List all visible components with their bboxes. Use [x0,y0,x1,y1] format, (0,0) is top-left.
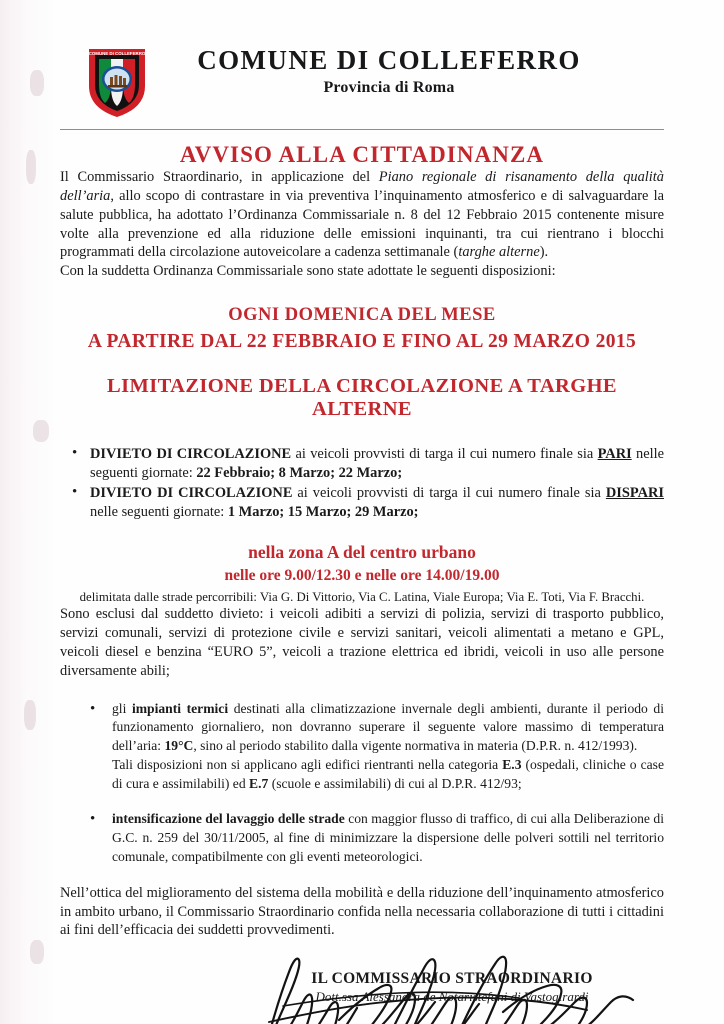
heating-text-b: destinati alla climatizzazione invernale degli ambienti, durante il periodo di funzionamento giornaliero, non dovranno superare il seguente valore massimo di temperatura dell’aria: [112,700,664,754]
headline-line-3: LIMITAZIONE DELLA CIRCOLAZIONE A TARGHE ALTERNE [107,375,617,421]
rule-lead-pari: DIVIETO DI CIRCOLAZIONE [90,446,292,463]
measures-list [60,700,664,867]
heating-exception-a: Tali disposizioni non si applicano agli edifici rientranti nella categoria [112,756,503,772]
signature-block [60,970,664,1024]
zone-block [60,542,664,605]
intro-text-c: ). [539,244,549,261]
signatory-role: IL COMMISSARIO STRAORDINARIO [311,970,593,988]
rule-parity-dispari: DISPARI [605,485,664,502]
measure-item-street-washing [86,810,664,866]
notice-banner: AVVISO ALLA CITTADINANZA [179,142,545,167]
heating-temperature: 19°C [164,738,194,754]
rule-mid-dispari: ai veicoli provvisti di targa il cui numero finale sia [292,485,606,502]
svg-text:COMUNE DI COLLEFERRO: COMUNE DI COLLEFERRO [88,51,146,56]
document-header [60,0,664,118]
rule-tail-label-pari: nelle seguenti giornate: [90,446,664,482]
rule-parity-pari: PARI [597,446,632,463]
exclusions-paragraph: Sono esclusi dal suddetto divieto: i veicoli adibiti a servizi di polizia, servizi di trasporto pubblico, servizi comunali, servizi di protezione civile e servizi sanitari, veicoli alimentati a metano e GPL, veicoli diesel e benzina “EURO 5”, veicoli a trazione elettrica ed ibridi, veicoli in uso alle persone diversamente abili; [60,606,664,679]
rule-dates-dispari: 1 Marzo; 15 Marzo; 29 Marzo; [227,504,419,521]
headline-line-2: A PARTIRE DAL 22 FEBBRAIO E FINO AL 29 MARZO 2015 [87,331,637,353]
zone-streets: delimitata dalle strade percorribili: Via G. Di Vittorio, Via C. Latina, Viale Europa; Via E. Toti, Via F. Bracchi. [79,590,645,605]
intro-emphasis-plan: Piano regionale di risanamento della qualità dell’aria [60,169,664,204]
intro-text-a: Il Commissario Straordinario, in applicazione del [60,169,379,185]
heating-category-e7: E.7 [249,775,269,791]
page-subtitle: Provincia di Roma [323,79,455,97]
washing-term: intensificazione del lavaggio delle strade [112,811,345,827]
intro-paragraph [60,168,664,262]
headline-block [60,305,664,421]
heating-term: impianti termici [131,700,229,716]
signatory-name: Dott.ssa Alessandra de Notaristefani di Vastogirardi [315,989,589,1005]
page-title: COMUNE DI COLLEFERRO [197,45,581,75]
heating-exception [112,756,664,794]
heating-text-c: , sino al periodo stabilito dalla vigente normativa in materia (D.P.R. n. 412/1993). [193,738,638,754]
header-divider [60,129,664,130]
heating-exception-c: (scuole e assimilabili) di cui al D.P.R. 412/93; [268,775,522,791]
heating-text-a: gli [112,700,132,716]
measure-item-heating [86,700,664,794]
rule-lead-dispari: DIVIETO DI CIRCOLAZIONE [90,485,293,502]
signature-text [60,970,664,1005]
intro-text-b: , allo scopo di contrastare in via preventiva l’inquinamento atmosferico e di salvaguardare la salute pubblica, ha adottato l’Ordinanza Commissariale n. 8 del 12 Febbraio 2015 contenente misure volte alla prevenzione ed alla riduzione delle emissioni inquinanti, tra cui rientrano i blocchi programmati della circolazione autoveicolare a cadenza settimanale ( [60,187,664,261]
circulation-rules-list [60,445,664,522]
heating-category-e3: E.3 [502,756,522,772]
header-titles [60,46,664,97]
heating-exception-b: (ospedali, cliniche o case di cura e assimilabili) ed [112,756,664,791]
rule-item-dispari [68,484,664,522]
zone-hours: nelle ore 9.00/12.30 e nelle ore 14.00/19.00 [224,567,500,585]
closing-paragraph: Nell’ottica del miglioramento del sistema della mobilità e della riduzione dell’inquinamento atmosferico in ambito urbano, il Commissario Straordinario confida nella necessaria collaborazione di tutti i cittadini ai fini dell’efficacia dei suddetti provvedimenti. [60,884,664,939]
rule-tail-label-dispari: nelle seguenti giornate: [90,504,228,521]
rule-mid-pari: ai veicoli provvisti di targa il cui numero finale sia [291,446,598,463]
intro-emphasis-targhe: targhe alterne [458,244,540,261]
intro-paragraph-2: Con la suddetta Ordinanza Commissariale sono state adottate le seguenti disposizioni: [60,263,556,280]
municipal-crest-icon [86,46,148,120]
headline-line-1: OGNI DOMENICA DEL MESE [228,305,496,326]
rule-item-pari [68,445,664,483]
rule-dates-pari: 22 Febbraio; 8 Marzo; 22 Marzo; [196,465,403,482]
zone-area: nella zona A del centro urbano [248,542,476,563]
washing-text: con maggior flusso di traffico, di cui alla Deliberazione di G.C. n. 259 del 30/11/2005, al fine di minimizzare la dispersione delle polveri sottili nel territorio comunale, compatibilmente con gli eventi meteorologici. [112,811,664,864]
